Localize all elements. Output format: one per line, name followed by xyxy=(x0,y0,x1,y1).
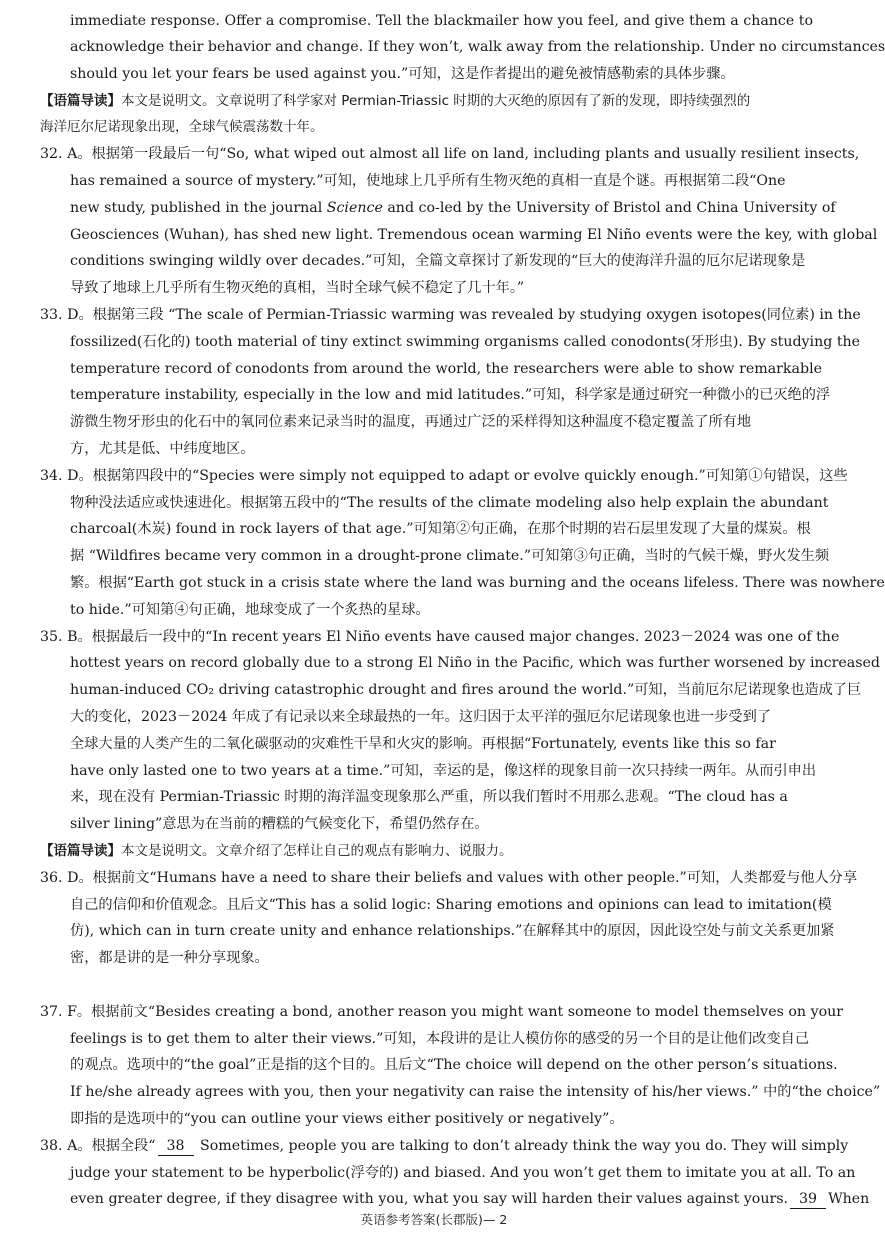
reading-guide-text: 本文是说明文。文章介绍了怎样让自己的观点有影响力、说服力。 xyxy=(121,843,513,859)
text-line: 密，都是讲的是一种分享现象。 xyxy=(70,950,269,966)
text-line: 大的变化，2023－2024 年成了有记录以来全球最热的一年。这归因于太平洋的强厄尔尼诺现象也进一步受到了 xyxy=(70,709,771,725)
text-line: If he/she already agrees with you, then your negativity can raise the intensity of his/her views.” 中的“the choice” xyxy=(70,1084,881,1100)
text-line: immediate response. Offer a compromise. Tell the blackmailer how you feel, and give them a chance to xyxy=(70,13,814,29)
text-line xyxy=(70,195,836,222)
text-segment: Sometimes, people you are talking to don’t already think the way you do. They will simply xyxy=(195,1138,849,1154)
text-line: conditions swinging wildly over decades.”可知，全篇文章探讨了新发现的“巨大的使海洋升温的厄尔尼诺现象是 xyxy=(70,253,806,269)
text-line: 导致了地球上几乎所有生物灭绝的真相，当时全球气候不稳定了几十年。” xyxy=(70,280,525,296)
text-segment: new study, published in the journal xyxy=(70,200,327,216)
text-line: 来，现在没有 Permian-Triassic 时期的海洋温变现象那么严重，所以我们暂时不用那么悲观。“The cloud has a xyxy=(70,789,788,805)
text-line: 的观点。选项中的“the goal”正是指的这个目的。且后文“The choice will depend on the other person’s situations. xyxy=(70,1057,838,1073)
text-line: human-induced CO₂ driving catastrophic drought and fires around the world.”可知，当前厄尔尼诺现象也造成了巨 xyxy=(70,682,862,698)
blank-39: 39 xyxy=(790,1190,826,1209)
text-line: fossilized(石化的) tooth material of tiny extinct swimming organisms called conodonts(牙形虫). By studying the xyxy=(70,334,861,350)
text-segment: even greater degree, if they disagree with you, what you say will harden their values against yours. xyxy=(70,1191,789,1207)
text-line: 游微生物牙形虫的化石中的氧同位素来记录当时的温度，再通过广泛的采样得知这种温度不稳定覆盖了所有地 xyxy=(70,414,752,430)
text-line: hottest years on record globally due to a strong El Niño in the Pacific, which was further worsened by increased xyxy=(70,655,880,671)
reading-guide-line xyxy=(40,88,828,115)
text-line: acknowledge their behavior and change. If they won’t, walk away from the relationship. Under no circumstances xyxy=(70,39,885,55)
blank-38: 38 xyxy=(158,1137,194,1156)
text-line: 物种没法适应或快速进化。根据第五段中的“The results of the climate modeling also help explain the abundant xyxy=(70,495,829,511)
answer-35-line: 35. B。根据最后一段中的“In recent years El Niño events have caused major changes. 2023－2024 was one of the xyxy=(40,629,840,645)
text-line: 即指的是选项中的“you can outline your views either positively or negatively”。 xyxy=(70,1111,624,1127)
answer-36-line: 36. D。根据前文“Humans have a need to share their beliefs and values with other people.”可知，人类都爱与他人分享 xyxy=(40,870,858,886)
text-line: feelings is to get them to alter their views.”可知，本段讲的是让人模仿你的感受的另一个目的是让他们改变自己 xyxy=(70,1031,810,1047)
answer-32-line: 32. A。根据第一段最后一句“So, what wiped out almost all life on land, including plants and usually resilient insects, xyxy=(40,146,860,162)
text-line: 全球大量的人类产生的二氧化碳驱动的灾难性干旱和火灾的影响。再根据“Fortunately, events like this so far xyxy=(70,736,776,752)
text-line: 繁。根据“Earth got stuck in a crisis state where the land was burning and the oceans lifeless. There was nowhere xyxy=(70,575,885,591)
text-line: 方，尤其是低、中纬度地区。 xyxy=(70,441,255,457)
answer-38-line xyxy=(40,1133,849,1160)
text-line: temperature record of conodonts from around the world, the researchers were able to show remarkable xyxy=(70,361,823,377)
text-line: silver lining”意思为在当前的糟糕的气候变化下，希望仍然存在。 xyxy=(70,816,489,832)
text-line: should you let your fears be used against you.”可知，这是作者提出的避免被情感勒索的具体步骤。 xyxy=(70,66,735,82)
journal-name: Science xyxy=(326,200,383,216)
reading-guide-line: 海洋厄尔尼诺现象出现，全球气候震荡数十年。 xyxy=(40,119,324,135)
answer-37-line: 37. F。根据前文“Besides creating a bond, another reason you might want someone to model themselves on your xyxy=(40,1004,844,1020)
text-line: temperature instability, especially in the low and mid latitudes.”可知，科学家是通过研究一种微小的已灭绝的浮 xyxy=(70,387,831,403)
reading-guide-label: 【语篇导读】 xyxy=(40,843,121,859)
text-line: Geosciences (Wuhan), has shed new light. Tremendous ocean warming El Niño events were the key, with global xyxy=(70,227,878,243)
page-footer: 英语参考答案(长郡版)— 2 xyxy=(360,1212,508,1227)
text-line: 自己的信仰和价值观念。且后文“This has a solid logic: Sharing emotions and opinions can lead to imitation(模 xyxy=(70,897,832,913)
text-line: 仿), which can in turn create unity and enhance relationships.”在解释其中的原因，因此设空处与前文关系更加紧 xyxy=(70,923,835,939)
reading-guide-text: 本文是说明文。文章说明了科学家对 Permian-Triassic 时期的大灭绝的原因有了新的发现，即持续强烈的 xyxy=(121,93,751,109)
text-segment: 38. A。根据全段“ xyxy=(40,1138,156,1154)
text-line: 据 “Wildfires became very common in a drought-prone climate.”可知第③句正确，当时的气候干燥，野火发生频 xyxy=(70,548,830,564)
answer-34-line: 34. D。根据第四段中的“Species were simply not equipped to adapt or evolve quickly enough.”可知第①句错误，这些 xyxy=(40,468,848,484)
text-line: charcoal(木炭) found in rock layers of that age.”可知第②句正确，在那个时期的岩石层里发现了大量的煤炭。根 xyxy=(70,521,811,537)
reading-guide-label: 【语篇导读】 xyxy=(40,93,121,109)
reading-guide-line xyxy=(40,838,828,865)
text-line: has remained a source of mystery.”可知，使地球上几乎所有生物灭绝的真相一直是个谜。再根据第二段“One xyxy=(70,173,786,189)
text-segment: When xyxy=(828,1191,870,1207)
text-line: to hide.”可知第④句正确，地球变成了一个炙热的星球。 xyxy=(70,602,430,618)
answer-33-line: 33. D。根据第三段 “The scale of Permian-Triassic warming was revealed by studying oxygen isotopes(同位素) in the xyxy=(40,307,861,323)
text-line: have only lasted one to two years at a time.”可知，幸运的是，像这样的现象目前一次只持续一两年。从而引申出 xyxy=(70,763,817,779)
text-line: judge your statement to be hyperbolic(浮夸的) and biased. And you won’t get them to imitate you at all. To an xyxy=(70,1165,856,1181)
text-segment: and co-led by the University of Bristol and China University of xyxy=(382,200,836,216)
